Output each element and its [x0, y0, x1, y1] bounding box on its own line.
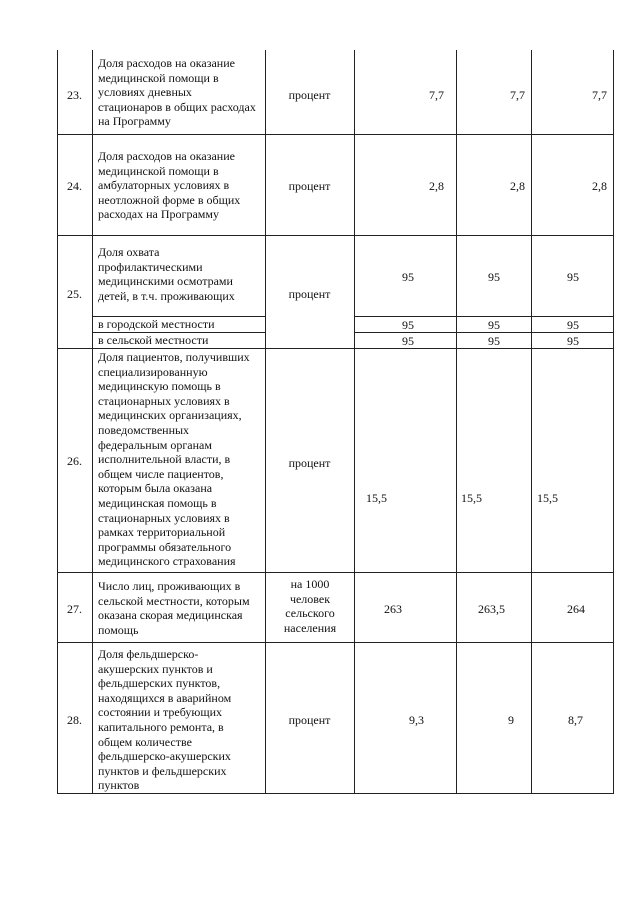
- value-year2: 2,8: [510, 179, 525, 193]
- unit-label: процент: [288, 456, 331, 470]
- value-year2: 15,5: [461, 491, 482, 505]
- value-city-year2: 95: [488, 318, 500, 332]
- unit-label: процент: [288, 88, 331, 102]
- value-year2: 9: [508, 713, 514, 727]
- table-border-left: [57, 50, 58, 794]
- row-divider: [57, 642, 614, 643]
- indicator-name: Доля расходов на оказание медицинской помощи в условиях дневных стационаров в общих расходах на Программу: [98, 56, 256, 129]
- value-year2: 7,7: [510, 88, 525, 102]
- column-divider-name: [92, 50, 93, 794]
- subrow-divider-village-values: [354, 332, 614, 333]
- row-divider: [57, 235, 614, 236]
- column-divider-value2: [456, 50, 457, 794]
- value-year1: 263: [384, 602, 402, 616]
- column-divider-value3: [531, 50, 532, 794]
- unit-label: процент: [288, 287, 331, 301]
- value-year3: 15,5: [537, 491, 558, 505]
- column-divider-value1: [354, 50, 355, 794]
- value-village-year1: 95: [402, 334, 414, 348]
- indicator-name: Доля пациентов, получивших специализированную медицинскую помощь в стационарных условиях в медицинских организациях, поведомственных федеральным органам исполнительной власти, в общем числе пациентов, которым была оказана медицинская помощь в стационарных условиях в рамках территориальной программы обязательного медицинского страхования: [98, 350, 250, 569]
- row-number: 28.: [67, 713, 82, 727]
- subrow-divider-city-values: [354, 316, 614, 317]
- row-number: 24.: [67, 179, 82, 193]
- value-year1: 2,8: [429, 179, 444, 193]
- value-year2: 95: [488, 270, 500, 284]
- value-village-year3: 95: [567, 334, 579, 348]
- column-divider-unit: [265, 50, 266, 794]
- value-city-year3: 95: [567, 318, 579, 332]
- indicator-table: [57, 50, 614, 794]
- unit-label: на 1000 человек сельского населения: [283, 577, 337, 635]
- value-year3: 7,7: [592, 88, 607, 102]
- row-number: 27.: [67, 602, 82, 616]
- unit-label: процент: [288, 713, 331, 727]
- value-year2: 263,5: [478, 602, 505, 616]
- value-year1: 95: [402, 270, 414, 284]
- value-year3: 8,7: [568, 713, 583, 727]
- indicator-name: Доля охвата профилактическими медицинскими осмотрами детей, в т.ч. проживающих: [98, 245, 235, 303]
- row-divider: [57, 572, 614, 573]
- value-year3: 95: [567, 270, 579, 284]
- indicator-name: Доля расходов на оказание медицинской помощи в амбулаторных условиях в неотложной форме в общих расходах на Программу: [98, 149, 241, 222]
- subrow-label-village: в сельской местности: [98, 333, 209, 347]
- row-number: 26.: [67, 454, 82, 468]
- subrow-label-city: в городской местности: [98, 317, 215, 331]
- value-year1: 9,3: [409, 713, 424, 727]
- value-village-year2: 95: [488, 334, 500, 348]
- row-divider: [57, 348, 614, 349]
- unit-label: процент: [288, 179, 331, 193]
- indicator-name: Число лиц, проживающих в сельской местности, которым оказана скорая медицинская помощь: [98, 579, 250, 637]
- value-year3: 2,8: [592, 179, 607, 193]
- row-number: 23.: [67, 88, 82, 102]
- value-year1: 15,5: [366, 491, 387, 505]
- indicator-name: Доля фельдшерско-акушерских пунктов и фельдшерских пунктов, находящихся в аварийном состоянии и требующих капитального ремонта, в общем количестве фельдшерско-акушерских пунктов и фельдшерских пунктов: [98, 647, 232, 793]
- table-border-right: [613, 50, 614, 794]
- table-border-bottom: [57, 793, 614, 794]
- value-year1: 7,7: [429, 88, 444, 102]
- row-divider: [57, 134, 614, 135]
- value-year3: 264: [567, 602, 585, 616]
- value-city-year1: 95: [402, 318, 414, 332]
- row-number: 25.: [67, 287, 82, 301]
